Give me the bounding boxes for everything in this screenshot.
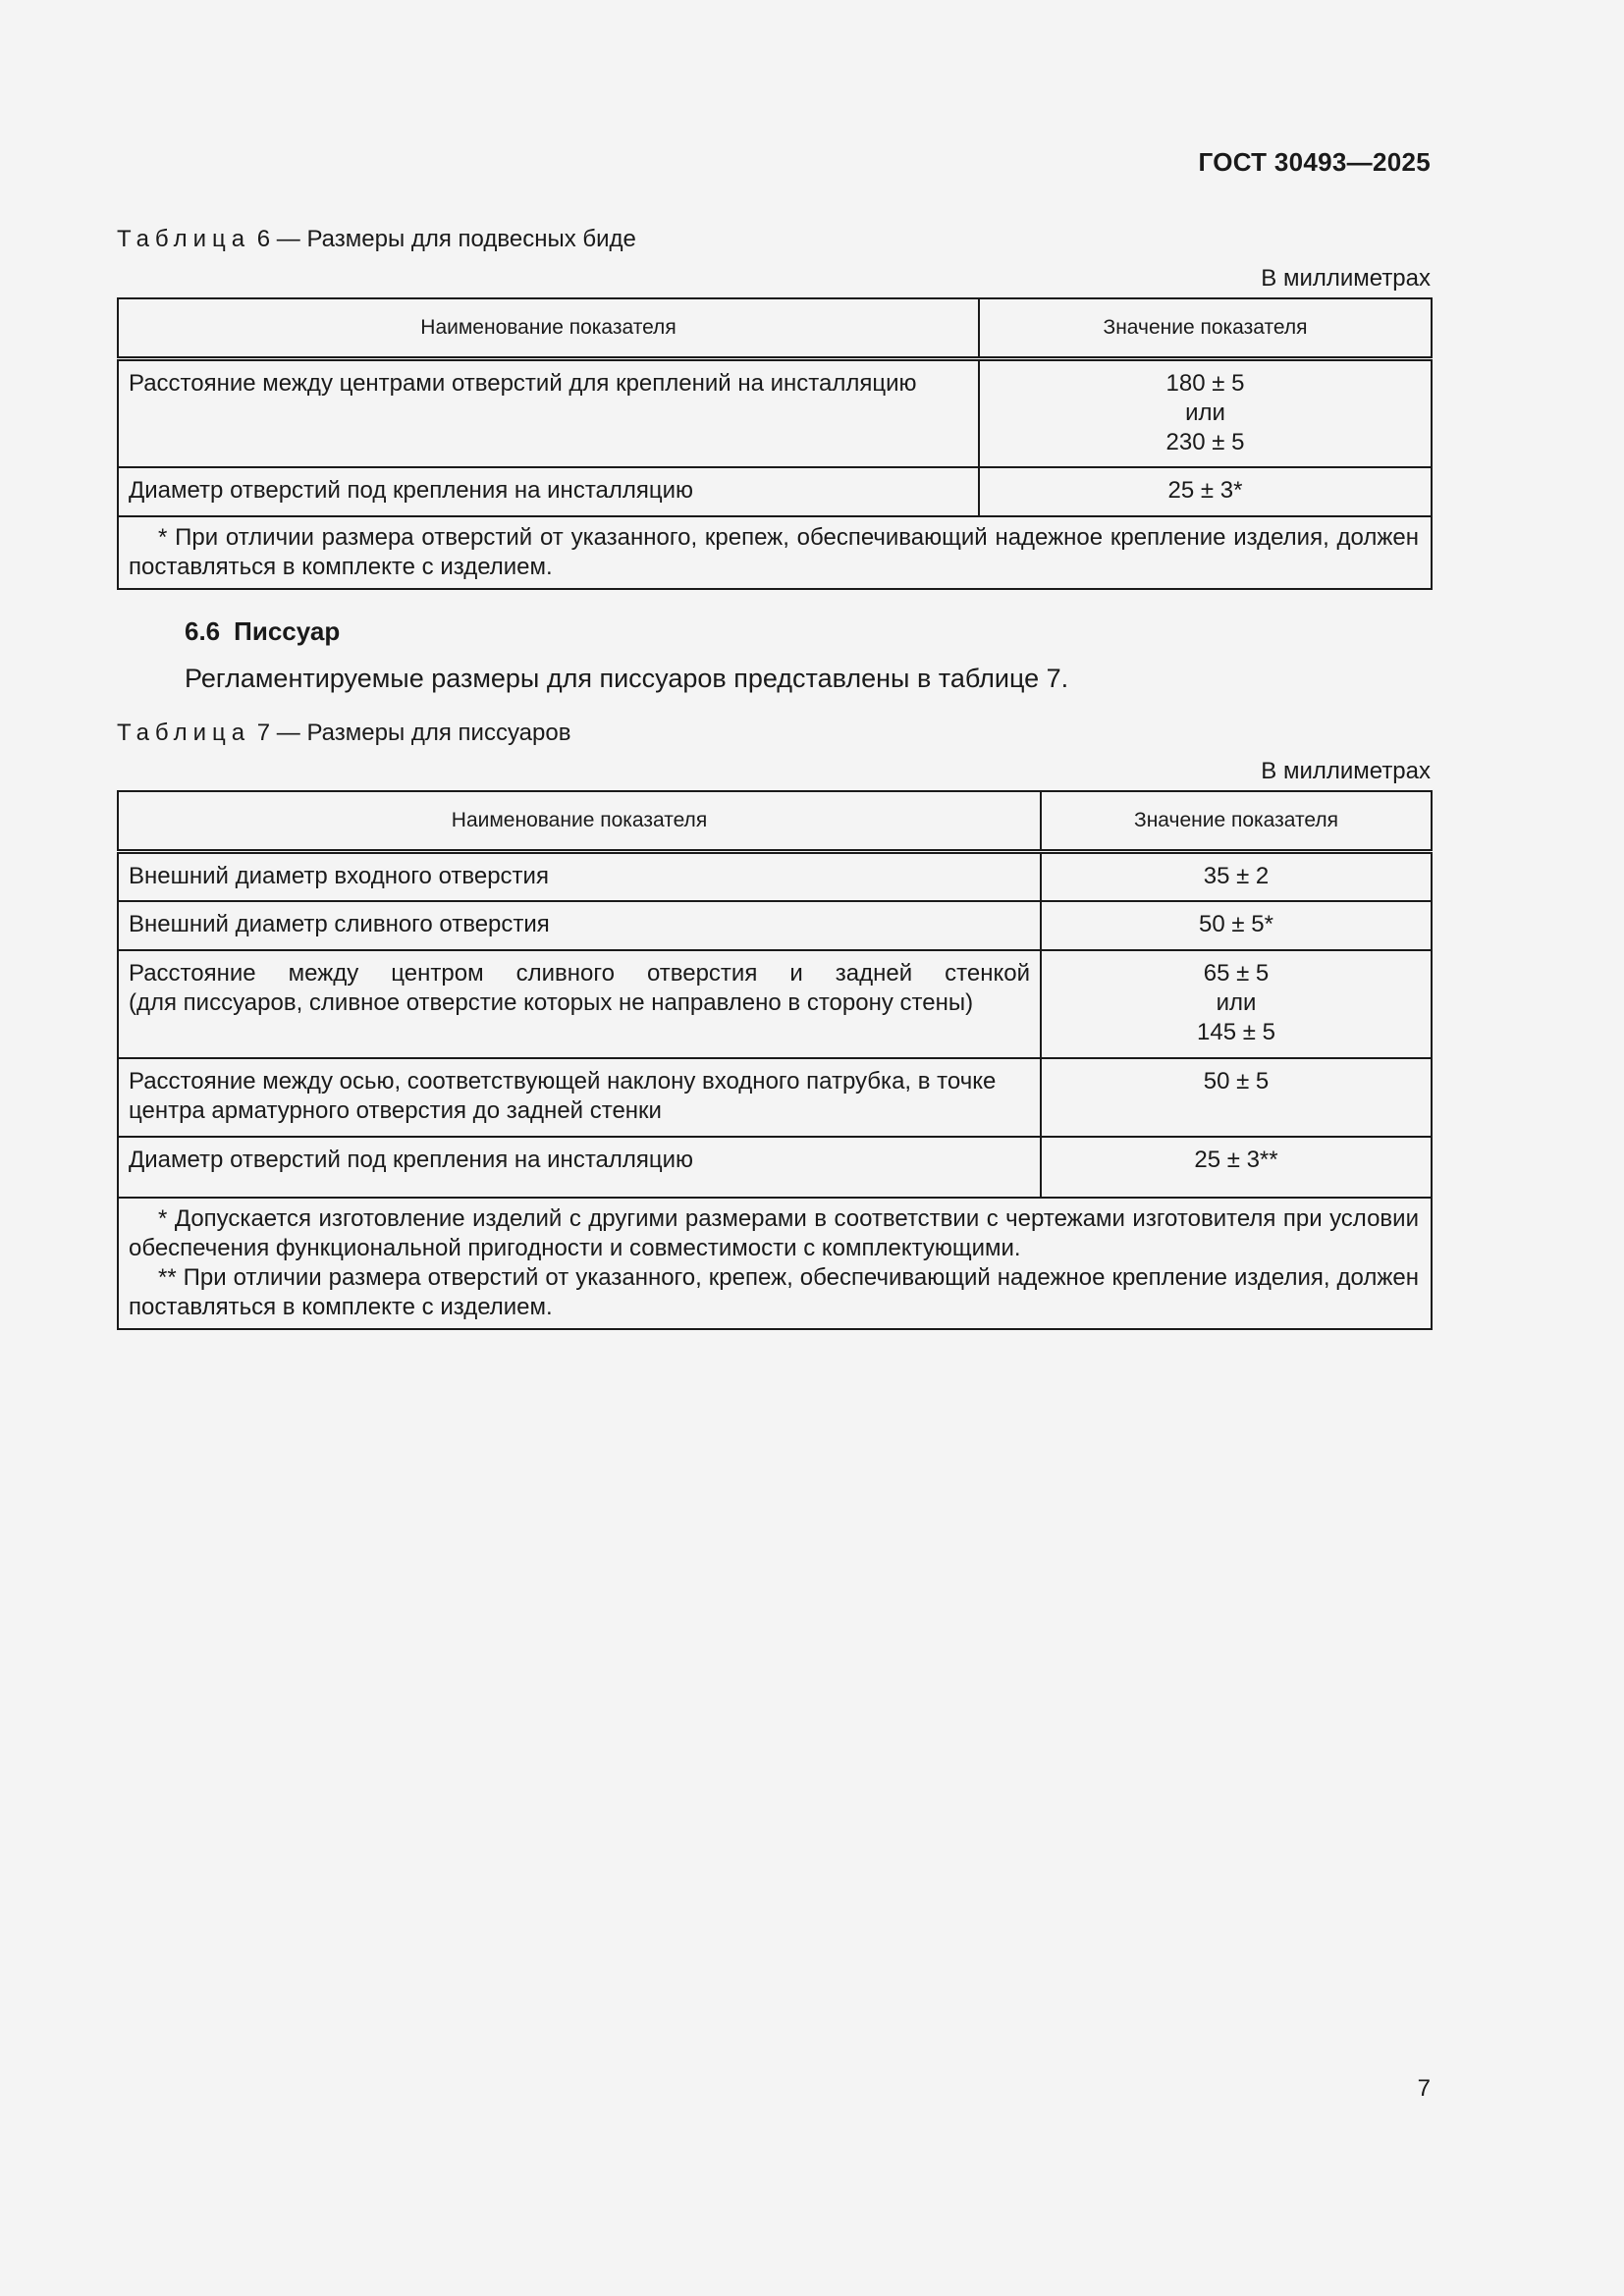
value-line: или [1185, 400, 1225, 426]
table-row [118, 1137, 1432, 1198]
table7-col-name: Наименование показателя [118, 791, 1041, 852]
table7-col-value: Значение показателя [1041, 791, 1432, 852]
section-title: Писсуар [234, 616, 341, 646]
table6-row1-value [979, 359, 1432, 467]
table7-row4-name: Расстояние между осью, соответствующей наклону входного патрубка, в точке центра арматурного отверстия до задней стенки [118, 1058, 1041, 1137]
table-row [118, 467, 1432, 516]
value-line: 65 ± 5 [1203, 959, 1270, 987]
table7-row5-name: Диаметр отверстий под крепления на инсталляцию [118, 1137, 1041, 1198]
table6-row2-name: Диаметр отверстий под крепления на инсталляцию [118, 467, 979, 516]
table6-col-name: Наименование показателя [118, 298, 979, 359]
table7-row1-value: 35 ± 2 [1041, 852, 1432, 901]
value-line: 230 ± 5 [1165, 429, 1245, 455]
table7-row3-name [118, 950, 1041, 1058]
section-number: 6.6 [185, 616, 221, 646]
table-row [118, 1058, 1432, 1137]
table6-caption [117, 226, 636, 253]
table7-footnotes [118, 1198, 1432, 1329]
value-line: 180 ± 5 [1165, 370, 1245, 397]
table7-note-row [118, 1198, 1432, 1329]
table-row [118, 852, 1432, 901]
table6-note-row [118, 516, 1432, 589]
document-designation: ГОСТ 30493—2025 [1198, 147, 1431, 177]
value-line: 145 ± 5 [1197, 1018, 1275, 1045]
section-heading [185, 616, 340, 647]
table7-row1-name: Внешний диаметр входного отверстия [118, 852, 1041, 901]
table7-units: В миллиметрах [1261, 758, 1431, 784]
row-name-line: Расстояние между центром сливного отверстия и задней стенкой [129, 959, 1030, 987]
table7-caption-text: 7 — Размеры для писсуаров [256, 720, 571, 746]
footnote-text: * При отличии размера отверстий от указанного, крепеж, обеспечивающий надежное крепление изделия, должен поставляться в комплекте с изделием. [129, 523, 1419, 580]
row-name-line: (для писсуаров, сливное отверстие которых не направлено в сторону стены) [129, 988, 974, 1016]
table6-units: В миллиметрах [1261, 265, 1431, 292]
table7-row3-value [1041, 950, 1432, 1058]
footnote-text: ** При отличии размера отверстий от указанного, крепеж, обеспечивающий надежное крепление изделия, должен поставляться в комплекте с изделием. [129, 1263, 1419, 1320]
table7 [117, 790, 1433, 1330]
section-paragraph: Регламентируемые размеры для писсуаров представлены в таблице 7. [185, 664, 1069, 693]
table6-footnote [118, 516, 1432, 589]
table7-row5-value: 25 ± 3** [1041, 1137, 1432, 1198]
table7-header-row [118, 791, 1432, 852]
table-row [118, 950, 1432, 1058]
table7-row4-value: 50 ± 5 [1041, 1058, 1432, 1137]
value-line: или [1216, 988, 1257, 1016]
footnote-text: * Допускается изготовление изделий с другими размерами в соответствии с чертежами изготовителя при условии обеспечения функциональной пригодности и совместимости с комплектующими. [129, 1204, 1419, 1261]
table6-caption-text: 6 — Размеры для подвесных биде [256, 226, 636, 252]
table6-header-row [118, 298, 1432, 359]
table6-row2-value: 25 ± 3* [979, 467, 1432, 516]
table6-col-value: Значение показателя [979, 298, 1432, 359]
table7-row2-name: Внешний диаметр сливного отверстия [118, 901, 1041, 950]
table6-caption-word: Таблица [117, 226, 251, 252]
table7-caption-word: Таблица [117, 720, 251, 746]
table-row [118, 901, 1432, 950]
table7-caption [117, 720, 570, 747]
table6-row1-name: Расстояние между центрами отверстий для креплений на инсталляцию [118, 359, 979, 467]
page-number: 7 [1417, 2075, 1431, 2102]
table6 [117, 297, 1433, 590]
table-row [118, 359, 1432, 467]
table7-row2-value: 50 ± 5* [1041, 901, 1432, 950]
